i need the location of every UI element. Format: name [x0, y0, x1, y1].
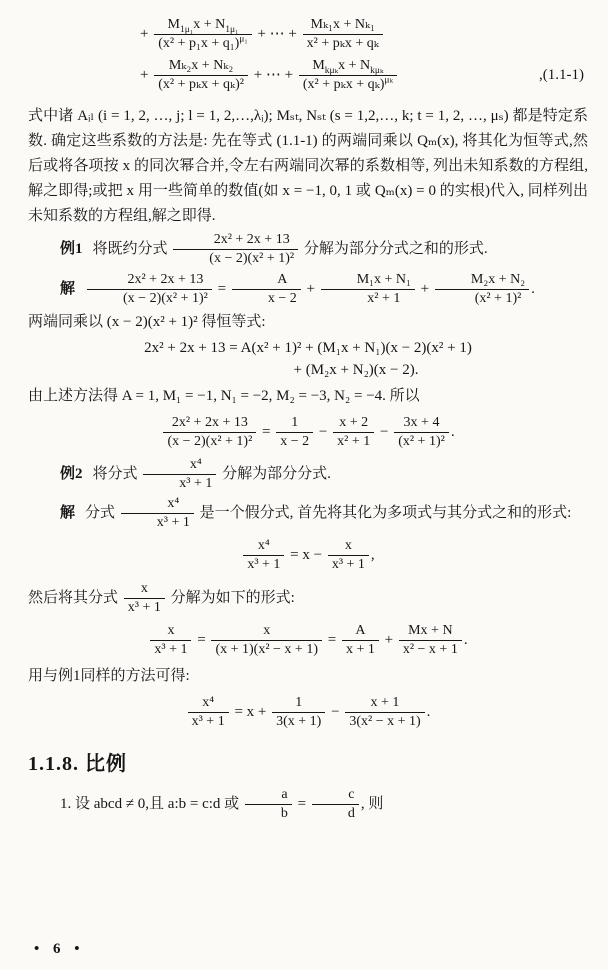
solution-2-paragraph	[28, 495, 588, 532]
equation-main-line-2	[140, 57, 588, 94]
result-equation-example-2: $\frac{\text{x⁴}}{\text{x³ + 1}}$ = x + $\frac{1}{3(x + 1)}$ − $\frac{x + 1}{\text{3(x² − x + 1)}}$ .	[28, 694, 588, 731]
fraction: $\frac{\text{M₂x + N₂}}{\text{(x² + 1)²}}$	[435, 272, 529, 307]
equation-main-line-1-math: + $\frac{M_{1\mu_1}x + N_{1\mu_1}}{(x^2 + p_1x + q_1)^{\mu_1}}$ + ⋯ + $\frac{\text{Mₖ₁x + Nₖ₁}}{\text{x² + pₖx + qₖ}}$	[140, 16, 385, 53]
example-1-statement	[28, 231, 588, 268]
example-2-text: 将分式 $\frac{\text{x⁴}}{\text{x³ + 1}}$ 分解为部分分式.	[92, 456, 331, 492]
fraction: $\frac{x}{\text{x³ + 1}}$	[150, 623, 191, 658]
fraction: $\frac{\text{x⁴}}{\text{x³ + 1}}$	[143, 457, 216, 492]
fraction: $\frac{c}{d}$	[312, 787, 359, 822]
then-decompose-line	[28, 580, 588, 617]
paragraph-coefficient-method: 式中诸 Aᵢₗ (i = 1, 2, …, j; l = 1, 2,…,λᵢ); Mₛₜ, Nₛₜ (s = 1,2,…, k; t = 1, 2, …, μₛ) 都是特定系数. 确定这些系数的方法是: 先在等式 (1.1-1) 的两端同乘以 Qₘ(x), 将其化为恒等式,然后或将各项按 x 的同次幂合并,令左右两端同次幂的系数相等, 列出未知系数的方程组, 解之即得;或把 x 用一些简单的数值(如 x = −1, 0, 1 或 Qₘ(x) = 0 的实根)代入, 同样列出未知系数的方程组,解之即得.	[28, 108, 588, 225]
solution-1-line	[28, 271, 588, 308]
display-equation-1-1-1	[28, 16, 588, 94]
solution-2-label: 解	[60, 505, 76, 522]
example-1-label: 例1	[60, 241, 83, 258]
fraction: $\frac{1}{3(x + 1)}$	[272, 695, 325, 730]
fraction: $\frac{M_{1\mu_1}x + N_{1\mu_1}}{(x^2 + p_1x + q_1)^{\mu_1}}$	[154, 17, 252, 52]
fraction: $\frac{x + 1}{\text{3(x² − x + 1)}}$	[345, 695, 424, 730]
fraction: $\frac{A}{x - 2}$	[232, 272, 301, 307]
proportion-item-1	[28, 786, 588, 823]
fraction: $\frac{\text{x⁴}}{\text{x³ + 1}}$	[243, 538, 284, 573]
fraction: $\frac{a}{b}$	[245, 787, 292, 822]
section-heading-proportion: 1.1.8. 比例	[28, 753, 127, 776]
fraction: $\frac{3x + 4}{\text{(x² + 1)²}}$	[394, 415, 449, 450]
solution-2-text: 分式 $\frac{\text{x⁴}}{\text{x³ + 1}}$ 是一个假分式, 首先将其化为多项式与其分式之和的形式:	[85, 496, 572, 531]
identity-equation-line-1: 2x² + 2x + 13 = A(x² + 1)² + (M₁x + N₁)(x − 2)(x² + 1)	[144, 339, 472, 356]
solution-1-label: 解	[60, 280, 76, 297]
fraction: $\frac{\text{x⁴}}{\text{x³ + 1}}$	[188, 695, 229, 730]
equation-main-line-1	[140, 16, 588, 53]
equation-main-line-2-math: + $\frac{\text{Mₖ₂x + Nₖ₂}}{\text{(x² + pₖx + qₖ)²}}$ + ⋯ + $\frac{M_{k\mu_k}x + N_{k\mu_k}}{(x^2 + p_kx + q_k)^{\mu_k}}$	[140, 57, 399, 94]
example-2-label: 例2	[60, 465, 83, 482]
fraction: $\frac{x}{\text{(x + 1)(x² − x + 1)}}$	[211, 623, 322, 658]
fraction: $\frac{\text{Mₖ₂x + Nₖ₂}}{\text{(x² + pₖx + qₖ)²}}$	[154, 58, 248, 93]
same-method-line: 用与例1同样的方法可得:	[28, 667, 190, 684]
fraction: $\frac{\text{2x² + 2x + 13}}{\text{(x − 2)(x² + 1)²}}$	[87, 272, 212, 307]
result-equation-example-1: $\frac{\text{2x² + 2x + 13}}{\text{(x − 2)(x² + 1)²}}$ = $\frac{1}{x - 2}$ − $\frac{x + 2}{\text{x² + 1}}$ − $\frac{3x + 4}{\text{(x² + 1)²}}$ .	[28, 414, 588, 451]
coefficients-result-line: 由上述方法得 A = 1, M₁ = −1, N₁ = −2, M₂ = −3, N₂ = −4. 所以	[28, 387, 420, 404]
fraction: $\frac{\text{M₁x + N₁}}{\text{x² + 1}}$	[321, 272, 415, 307]
fraction: $\frac{x}{\text{x³ + 1}}$	[124, 581, 165, 616]
fraction: $\frac{x}{\text{x³ + 1}}$	[328, 538, 369, 573]
fraction: $\frac{x + 2}{\text{x² + 1}}$	[333, 415, 374, 450]
then-decompose-text: 然后将其分式 $\frac{x}{\text{x³ + 1}}$ 分解为如下的形式:	[28, 580, 295, 615]
decomposition-form-equation: $\frac{x}{\text{x³ + 1}}$ = $\frac{x}{\text{(x + 1)(x² − x + 1)}}$ = $\frac{A}{x + 1}$ + $\frac{Mx + N}{\text{x² − x + 1}}$ .	[28, 622, 588, 659]
fraction: $\frac{Mx + N}{\text{x² − x + 1}}$	[399, 623, 462, 658]
fraction: $\frac{\text{2x² + 2x + 13}}{\text{(x − 2)(x² + 1)²}}$	[163, 415, 256, 450]
example-1-text: 将既约分式 $\frac{\text{2x² + 2x + 13}}{\text{(x − 2)(x² + 1)²}}$ 分解为部分分式之和的形式.	[92, 232, 488, 267]
identity-equation-line-2: + (M₂x + N₂)(x − 2).	[293, 361, 419, 378]
fraction: $\frac{1}{x - 2}$	[276, 415, 313, 450]
fraction: $\frac{M_{k\mu_k}x + N_{k\mu_k}}{(x^2 + p_kx + q_k)^{\mu_k}}$	[299, 58, 397, 93]
proportion-item-1-text: 1. 设 abcd ≠ 0,且 a:b = c:d 或 $\frac{a}{b}$ = $\frac{c}{d}$ , 则	[60, 787, 384, 822]
fraction: $\frac{\text{x⁴}}{\text{x³ + 1}}$	[121, 496, 194, 531]
fraction: $\frac{\text{Mₖ₁x + Nₖ₁}}{\text{x² + pₖx + qₖ}}$	[303, 17, 383, 52]
improper-fraction-equation: $\frac{\text{x⁴}}{\text{x³ + 1}}$ = x − $\frac{x}{\text{x³ + 1}}$ ,	[28, 537, 588, 574]
equation-number: ,(1.1-1)	[539, 67, 584, 84]
page-number: • 6 •	[34, 941, 85, 957]
solution-1-math: $\frac{\text{2x² + 2x + 13}}{\text{(x − 2)(x² + 1)²}}$ = $\frac{A}{x - 2}$ + $\frac{\text{M₁x + N₁}}{\text{x² + 1}}$ + $\frac{\text{M₂x + N₂}}{\text{(x² + 1)²}}$ .	[85, 281, 535, 297]
fraction: $\frac{A}{x + 1}$	[342, 623, 379, 658]
multiply-both-sides-line: 两端同乘以 (x − 2)(x² + 1)² 得恒等式:	[28, 313, 266, 330]
fraction: $\frac{\text{2x² + 2x + 13}}{\text{(x − 2)(x² + 1)²}}$	[173, 232, 298, 267]
example-2-statement	[28, 456, 588, 493]
